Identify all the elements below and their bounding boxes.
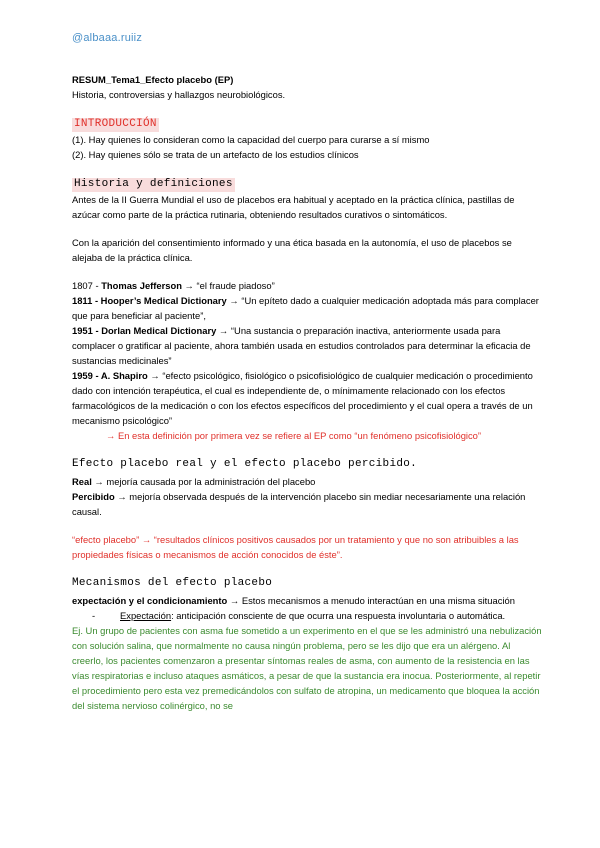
historia-heading: Historia y definiciones [74, 177, 233, 190]
real-heading: Efecto placebo real y el efecto placebo percibido. [72, 458, 418, 471]
bullet-dash: - [92, 609, 96, 621]
placebo-definition: “efecto placebo” → “resultados clínicos positivos causados por un tratamiento y que no son atribuibles a las propiedades físicas o mecanismos de acción conocidos de éste”. [72, 534, 519, 561]
expectacion-bullet: - Expectación: anticipación consciente de que ocurra una respuesta involuntaria o automática. [72, 608, 542, 623]
mecanismos-heading: Mecanismos del efecto placebo [72, 577, 273, 590]
real-line: Real → mejoría causada por la administración del placebo [72, 475, 316, 487]
definition-entry: 1807 - Thomas Jefferson → “el fraude piadoso” [72, 279, 275, 291]
expectacion-label: Expectación [120, 609, 172, 621]
shapiro-note: → En esta definición por primera vez se refiere al EP como “un fenómeno psicofisiológico” [106, 430, 482, 442]
percibido-line: Percibido → mejoría observada después de la intervención placebo sin mediar necesariamente una relación causal. [72, 491, 526, 518]
historia-paragraph-1: Antes de la II Guerra Mundial el uso de placebos era habitual y aceptado en la práctica clínica, pastillas de azúcar como parte de la práctica rutinaria, obteniendo resultados curativos o sintomáticos. [72, 193, 515, 220]
definition-entry: 1959 - A. Shapiro → “efecto psicológico, fisiológico o psicofisiológico de cualquier medicación o procedimiento dado con intención terapéutica, el cual es independiente de, o mínimamente relacionado con los efectos farmacológicos de la medicación o con los efectos específicos del procedimiento y el cual opera a través de un mecanismo psicológico” [72, 370, 533, 427]
definition-entries [72, 278, 542, 428]
historia-paragraph-2: Con la aparición del consentimiento informado y una ética basada en la autonomía, el uso de placebos se alejaba de la práctica clínica. [72, 236, 512, 263]
intro-line-2: (2). Hay quienes sólo se trata de un artefacto de los estudios clínicos [72, 148, 359, 160]
document-body [72, 72, 542, 713]
asthma-example: Ej. Un grupo de pacientes con asma fue sometido a un experimento en el que se les administró una nebulización con solución salina, que normalmente no causa ningún problema, pero se les dijo que era un alérgeno. Al creerlo, los pacientes comenzaron a presentar síntomas reales de asma, con aumento de la resistencia en las vías respiratorias e incluso ataques asmáticos, a pesar de que la sustancia era inocua. Posteriormente, al repetir el procedimiento pero esta vez premedicándolos con sulfato de atropina, un medicamento que bloquea la acción del sistema nervioso colinérgico, no se [72, 624, 542, 712]
mecanismos-lead: expectación y el condicionamiento → Estos mecanismos a menudo interactúan en una misma situación [72, 594, 515, 606]
definition-entry: 1811 - Hooper’s Medical Dictionary → “Un epíteto dado a cualquier medicación adoptada más para complacer que para beneficiar al paciente”, [72, 294, 539, 321]
definition-entry: 1951 - Dorlan Medical Dictionary → “Una sustancia o preparación inactiva, anteriormente usada para complacer o gratificar al paciente, ahora también usada en estudios controlados para determinar la eficacia de sustancias medicinales” [72, 325, 531, 367]
author-handle: @albaaa.ruiiz [72, 32, 143, 44]
intro-line-1: (1). Hay quienes lo consideran como la capacidad del cuerpo para curarse a sí mismo [72, 133, 430, 145]
intro-heading: INTRODUCCIÓN [74, 118, 157, 131]
doc-title: RESUM_Tema1_Efecto placebo (EP) [72, 74, 234, 85]
doc-subtitle: Historia, controversias y hallazgos neurobiológicos. [72, 89, 286, 101]
